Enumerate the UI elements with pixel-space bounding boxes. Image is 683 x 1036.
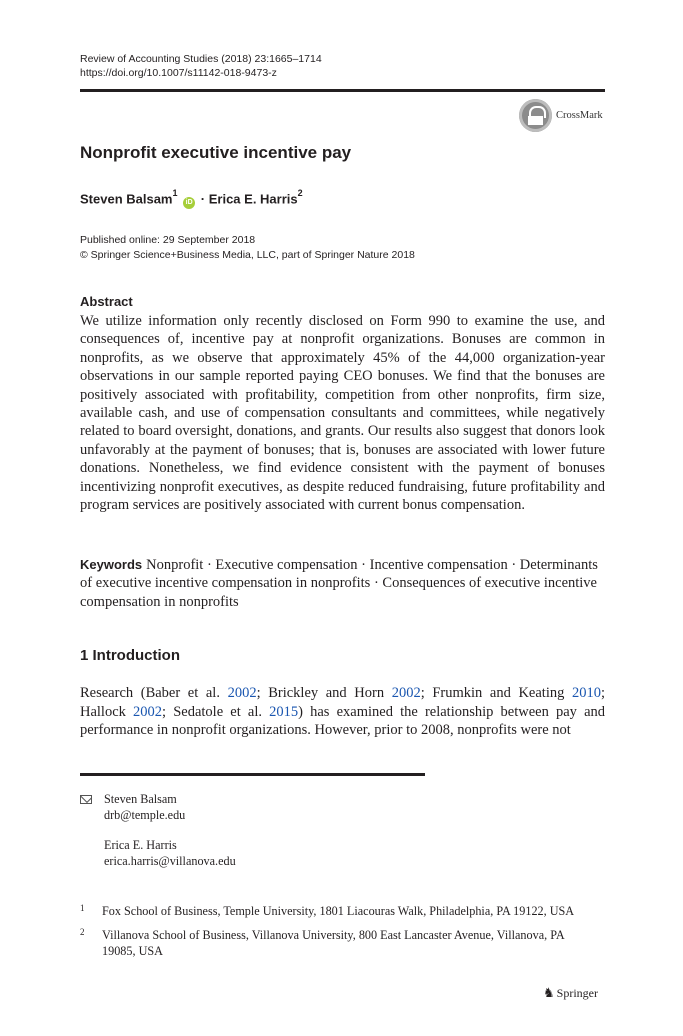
springer-horse-icon: ♞ <box>543 985 555 1000</box>
contact-entry <box>104 792 404 823</box>
journal-citation: Review of Accounting Studies (2018) 23:1665–1714 <box>80 53 322 65</box>
crossmark-badge[interactable] <box>519 99 609 133</box>
contact-name: Steven Balsam <box>104 792 177 806</box>
author-name: Steven Balsam <box>80 191 173 207</box>
text-run: ; Sedatole et al. <box>162 703 270 720</box>
contact-email[interactable]: drb@temple.edu <box>104 807 186 822</box>
crossmark-icon <box>519 99 552 132</box>
author-separator: · <box>200 191 206 207</box>
envelope-icon <box>80 795 92 804</box>
orcid-icon[interactable]: iD <box>183 197 195 209</box>
publisher-name: Springer <box>556 986 598 1000</box>
affiliation-text: Villanova School of Business, Villanova University, 800 East Lancaster Avenue, Villanova, PA 19085, USA <box>102 928 564 958</box>
keywords-label: Keywords <box>80 557 143 572</box>
header-rule <box>80 89 605 92</box>
affiliation-marker: 1 <box>172 188 178 198</box>
section-heading: 1 Introduction <box>80 647 180 664</box>
affiliation-text: Fox School of Business, Temple University, 1801 Liacouras Walk, Philadelphia, PA 19122, USA <box>102 904 575 918</box>
copyright-notice: © Springer Science+Business Media, LLC, part of Springer Nature 2018 <box>80 249 415 261</box>
crossmark-label: CrossMark <box>556 110 603 121</box>
text-run: ; Frumkin and Keating <box>420 685 572 701</box>
published-date: Published online: 29 September 2018 <box>80 234 256 246</box>
text-run: ; Hallock <box>80 685 605 720</box>
author-list <box>80 190 303 209</box>
citation-link[interactable]: 2010 <box>571 685 601 701</box>
text-run: ) has examined the relationship between pay and performance in nonprofit organizations. However, prior to 2008, nonprofits were not <box>80 703 606 739</box>
author-name: Erica E. Harris <box>208 191 298 207</box>
publisher-logo <box>543 985 598 1001</box>
publication-info <box>80 233 415 263</box>
contact-name: Erica E. Harris <box>104 838 177 852</box>
paper-title: Nonprofit executive incentive pay <box>80 143 352 162</box>
contact-email[interactable]: erica.harris@villanova.edu <box>104 853 236 868</box>
affiliation-marker: 2 <box>297 188 303 198</box>
introduction-text <box>80 684 605 740</box>
keywords-text: Nonprofit · Executive compensation · Incentive compensation · Determinants of executive incentive compensation in nonprofits · Consequences of executive incentive compensation in nonprofits <box>80 557 598 610</box>
keywords-section <box>80 556 605 611</box>
doi-link[interactable]: https://doi.org/10.1007/s11142-018-9473-z <box>80 67 277 79</box>
abstract-text: We utilize information only recently disclosed on Form 990 to examine the use, and consequences of, incentive pay at nonprofit organizations. Bonuses are common in nonprofits, as we observe that approximately 45% of the 44,000 organization-year observations in our sample reported paying CEO bonuses. We find that the bonuses are positively associated with profitability, competition from other nonprofits, firm size, available cash, and use of compensation consultants and committees, while negatively related to board oversight, donations, and grants. Our results also suggest that donors look unfavorably at the payment of bonuses; that is, bonuses are associated with lower future donations. Nonetheless, we find evidence consistent with the payment of bonuses incentivizing nonprofit executives, as despite reduced fundraising, future profitability and program services are positively associated with current bonus compensation. <box>80 313 605 514</box>
footnote-rule <box>80 773 425 776</box>
affiliation-number: 2 <box>80 927 85 937</box>
text-run: ; Brickley and Horn <box>256 685 392 701</box>
abstract-heading: Abstract <box>80 294 133 309</box>
citation-link[interactable]: 2002 <box>391 685 421 701</box>
contact-entry <box>104 838 404 869</box>
journal-header <box>80 52 322 80</box>
text-run: Research (Baber et al. <box>80 685 228 701</box>
citation-link[interactable]: 2002 <box>227 685 257 701</box>
citation-link[interactable]: 2015 <box>269 703 299 720</box>
affiliation-number: 1 <box>80 903 85 913</box>
citation-link[interactable]: 2002 <box>133 703 163 720</box>
